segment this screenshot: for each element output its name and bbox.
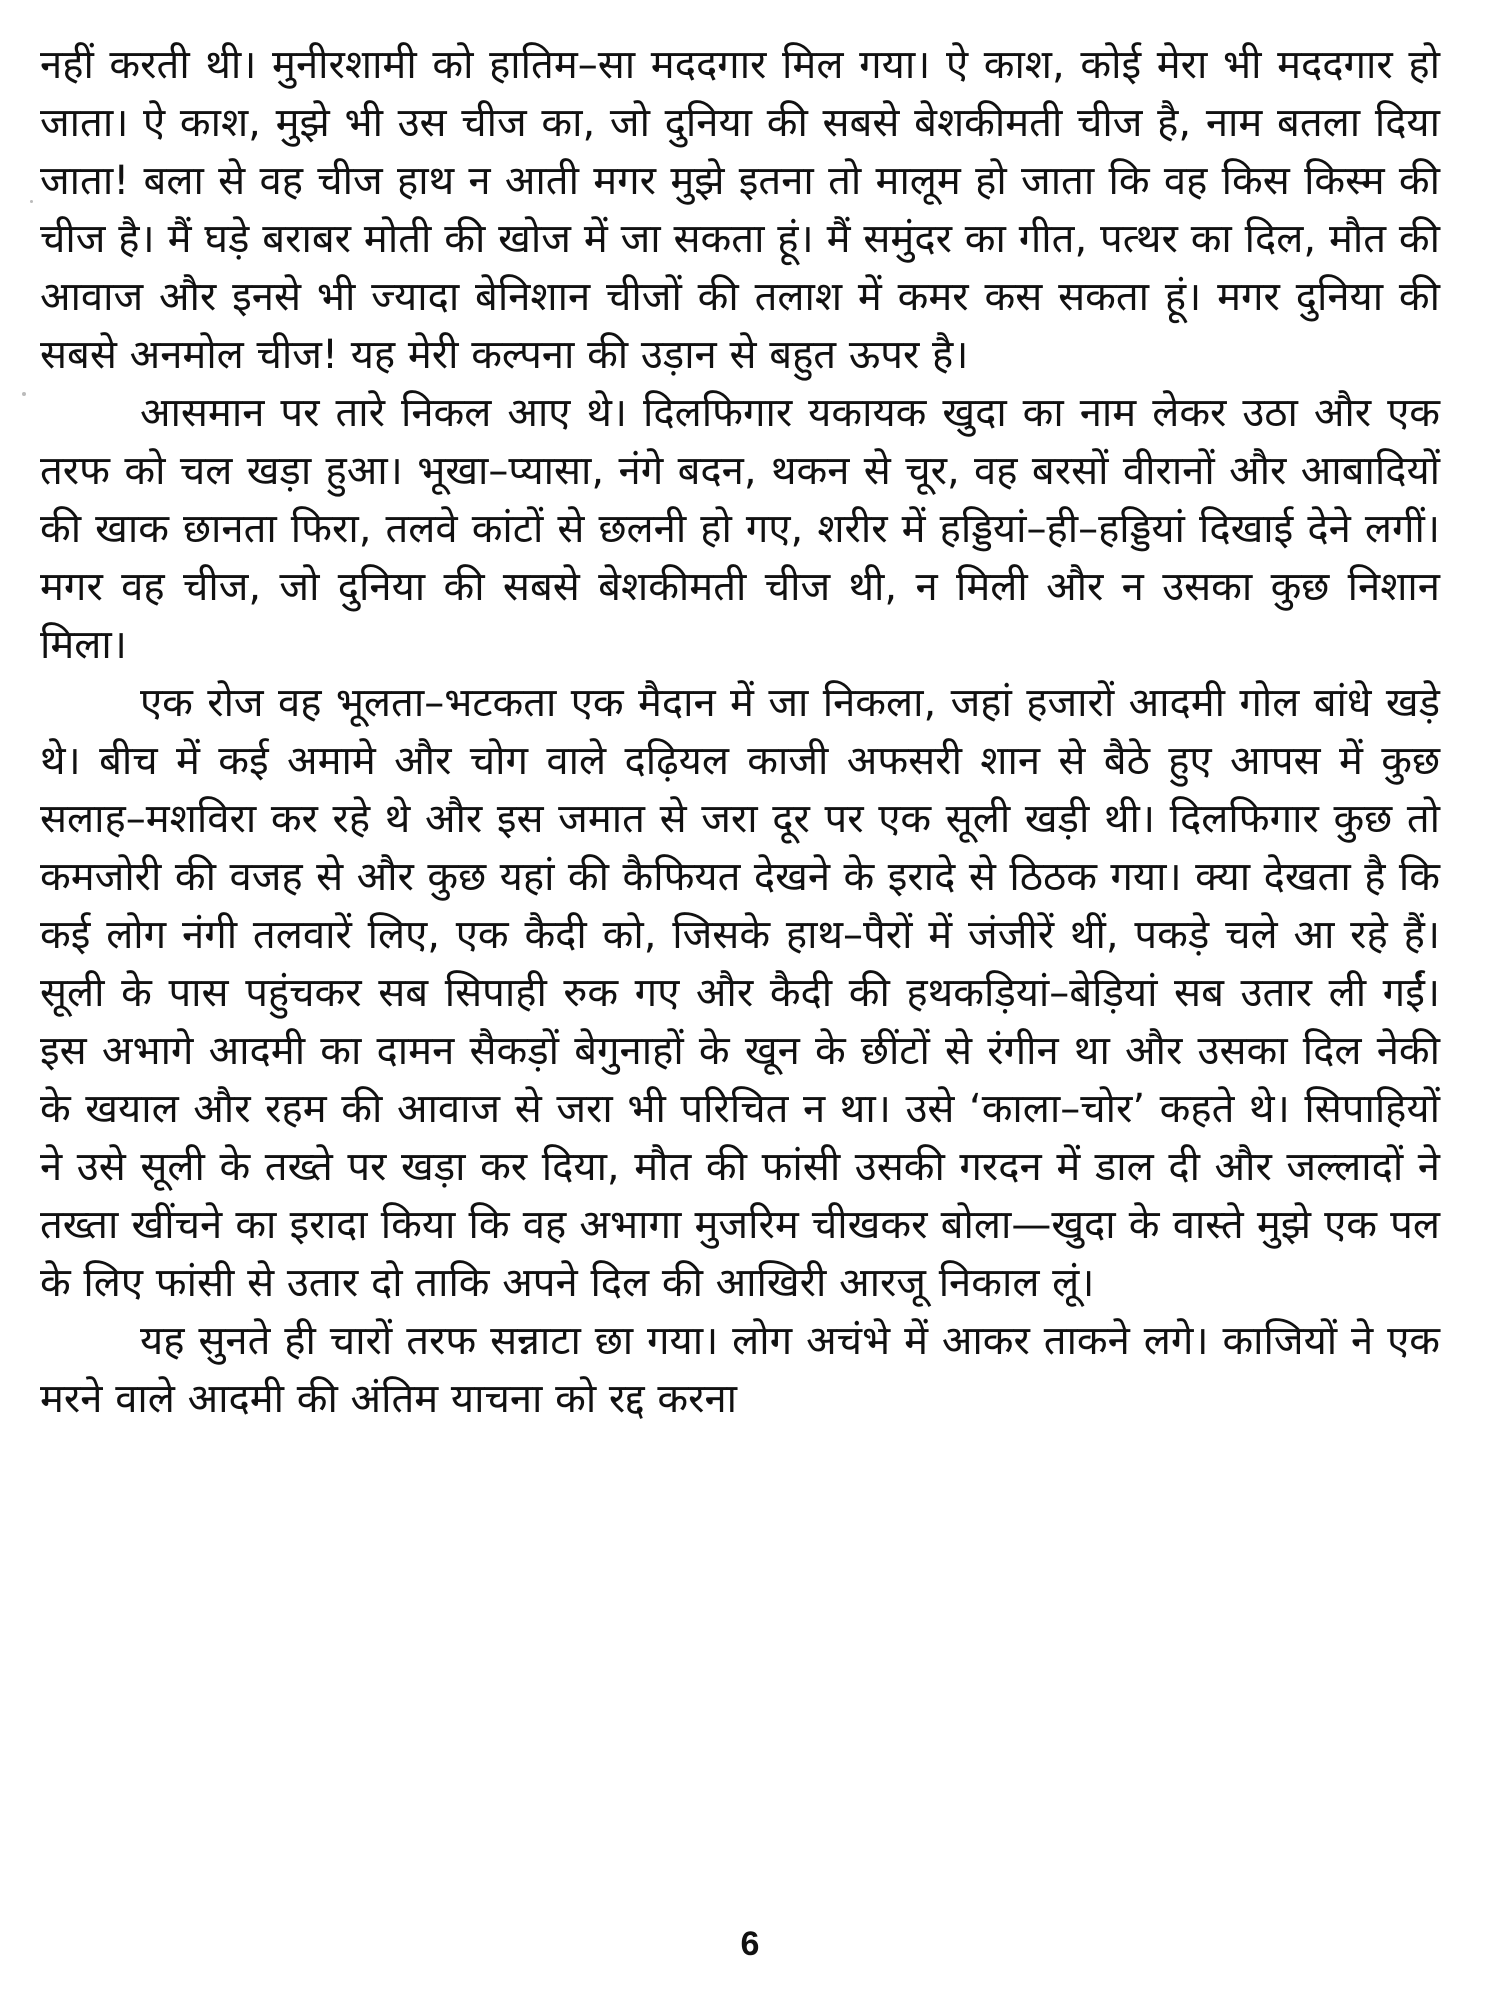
paragraph-silence: यह सुनते ही चारों तरफ सन्नाटा छा गया। लोग अचंभे में आकर ताकने लगे। काजियों ने एक मरने वाले आदमी की अंतिम याचना को रद्द करना	[40, 1318, 1440, 1422]
book-page	[40, 36, 1440, 1966]
paragraph-search-journey: आसमान पर तारे निकल आए थे। दिलफिगार यकायक खुदा का नाम लेकर उठा और एक तरफ को चल खड़ा हुआ। भूखा–प्यासा, नंगे बदन, थकन से चूर, वह बरसों वीरानों और आबादियों की खाक छानता फिरा, तलवे कांटों से छलनी हो गए, शरीर में हड्डियां–ही–हड्डियां दिखाई देने लगीं। मगर वह चीज, जो दुनिया की सबसे बेशकीमती चीज थी, न मिली और न उसका कुछ निशान मिला।	[40, 390, 1440, 668]
scan-speck	[22, 392, 26, 396]
paragraph-execution-scene: एक रोज वह भूलता–भटकता एक मैदान में जा निकला, जहां हजारों आदमी गोल बांधे खड़े थे। बीच में कई अमामे और चोग वाले दढ़ियल काजी अफसरी शान से बैठे हुए आपस में कुछ सलाह–मशविरा कर रहे थे और इस जमात से जरा दूर पर एक सूली खड़ी थी। दिलफिगार कुछ तो कमजोरी की वजह से और कुछ यहां की कैफियत देखने के इरादे से ठिठक गया। क्या देखता है कि कई लोग नंगी तलवारें लिए, एक कैदी को, जिसके हाथ–पैरों में जंजीरें थीं, पकड़े चले आ रहे हैं। सूली के पास पहुंचकर सब सिपाही रुक गए और कैदी की हथकड़ियां–बेड़ियां सब उतार ली गईं। इस अभागे आदमी का दामन सैकड़ों बेगुनाहों के खून के छींटों से रंगीन था और उसका दिल नेकी के खयाल और रहम की आवाज से जरा भी परिचित न था। उसे ‘काला–चोर’ कहते थे। सिपाहियों ने उसे सूली के तख्ते पर खड़ा कर दिया, मौत की फांसी उसकी गरदन में डाल दी और जल्लादों ने तख्ता खींचने का इरादा किया कि वह अभागा मुजरिम चीखकर बोला—खुदा के वास्ते मुझे एक पल के लिए फांसी से उतार दो ताकि अपने दिल की आखिरी आरजू निकाल लूं।	[40, 680, 1440, 1306]
paragraph-continuation: नहीं करती थी। मुनीरशामी को हातिम–सा मददगार मिल गया। ऐ काश, कोई मेरा भी मददगार हो जाता। ऐ काश, मुझे भी उस चीज का, जो दुनिया की सबसे बेशकीमती चीज है, नाम बतला दिया जाता! बला से वह चीज हाथ न आती मगर मुझे इतना तो मालूम हो जाता कि वह किस किस्म की चीज है। मैं घड़े बराबर मोती की खोज में जा सकता हूं। मैं समुंदर का गीत, पत्थर का दिल, मौत की आवाज और इनसे भी ज्यादा बेनिशान चीजों की तलाश में कमर कस सकता हूं। मगर दुनिया की सबसे अनमोल चीज! यह मेरी कल्पना की उड़ान से बहुत ऊपर है।	[40, 42, 1440, 378]
page-number: 6	[740, 1925, 760, 1963]
scan-speck	[30, 200, 33, 203]
